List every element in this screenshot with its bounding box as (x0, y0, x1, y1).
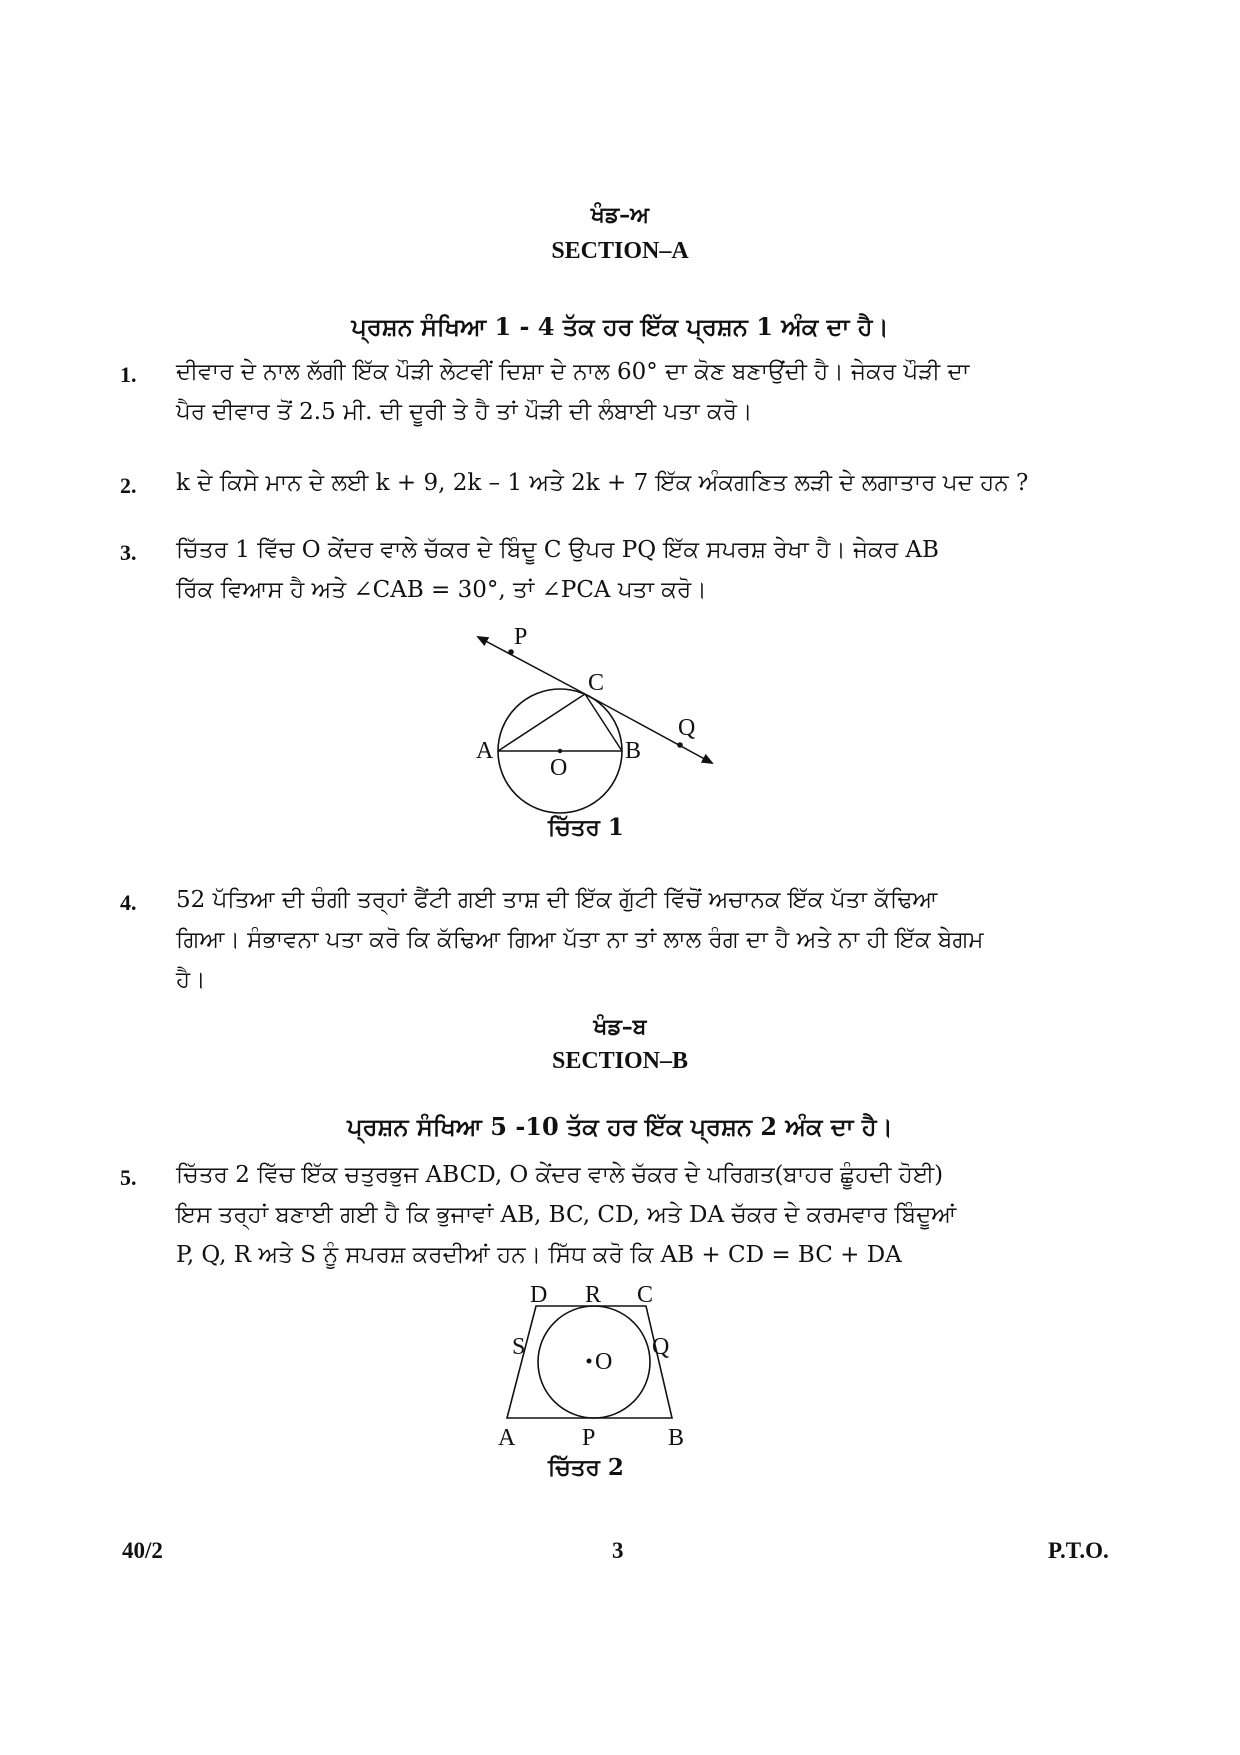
section-b-title-punjabi: ਖੰਡ–ਬ (593, 1014, 647, 1040)
figure-2-caption: ਚਿੱਤਰ 2 (548, 1454, 624, 1481)
figure-2-label-s: S (512, 1334, 526, 1360)
section-a-title-punjabi: ਖੰਡ–ਅ (590, 202, 650, 228)
figure-2-label-r: R (585, 1282, 602, 1308)
figure-1-label-c: C (588, 670, 605, 696)
figure-2-label-p: P (582, 1425, 596, 1451)
question-4-line-1: 52 ਪੱਤਿਆ ਦੀ ਚੰਗੀ ਤਰ੍ਹਾਂ ਫੈਂਟੀ ਗਈ ਤਾਸ਼ ਦੀ ਇੱਕ ਗੁੱਟੀ ਵਿੱਚੋਂ ਅਚਾਨਕ ਇੱਕ ਪੱਤਾ ਕੱਢਿਆ (176, 887, 938, 913)
figure-1-chord-cb (585, 694, 622, 751)
figure-1-label-p: P (514, 624, 528, 650)
question-3-line-1: ਚਿੱਤਰ 1 ਵਿੱਚ O ਕੇਂਦਰ ਵਾਲੇ ਚੱਕਰ ਦੇ ਬਿੰਦੂ C ਉਪਰ PQ ਇੱਕ ਸਪਰਸ਼ ਰੇਖਾ ਹੈ। ਜੇਕਰ AB (176, 537, 939, 563)
figure-1-caption: ਚਿੱਤਰ 1 (548, 814, 624, 841)
figure-1-label-o: O (550, 755, 568, 781)
question-5-line-3: P, Q, R ਅਤੇ S ਨੂੰ ਸਪਰਸ਼ ਕਰਦੀਆਂ ਹਨ। ਸਿੱਧ ਕਰੋ ਕਿ AB + CD = BC + DA (176, 1242, 902, 1268)
question-3-text (176, 530, 1076, 610)
paper-code: 40/2 (122, 1538, 163, 1563)
question-3-line-2: ਰਿੱਕ ਵਿਆਸ ਹੈ ਅਤੇ ∠CAB = 30°, ਤਾਂ ∠PCA ਪਤਾ ਕਰੋ। (176, 577, 707, 603)
question-1-line-1: ਦੀਵਾਰ ਦੇ ਨਾਲ ਲੱਗੀ ਇੱਕ ਪੌੜੀ ਲੇਟਵੀਂ ਦਿਸ਼ਾ ਦੇ ਨਾਲ 60° ਦਾ ਕੋਣ ਬਣਾਉਂਦੀ ਹੈ। ਜੇਕਰ ਪੌੜੀ ਦਾ (176, 359, 970, 385)
figure-1-chord-ac (498, 694, 585, 751)
question-5-line-2: ਇਸ ਤਰ੍ਹਾਂ ਬਣਾਈ ਗਈ ਹੈ ਕਿ ਭੁਜਾਵਾਂ AB, BC, CD, ਅਤੇ DA ਚੱਕਰ ਦੇ ਕਰਮਵਾਰ ਬਿੰਦੂਆਂ (176, 1202, 957, 1228)
figure-1-label-q: Q (678, 715, 696, 741)
please-turn-over: P.T.O. (1048, 1538, 1109, 1563)
figure-2-label-o: O (595, 1349, 613, 1375)
figure-2-label-c: C (637, 1282, 654, 1308)
figure-1-point-q (677, 742, 683, 748)
section-a-title-english: SECTION–A (551, 238, 689, 264)
section-b-instruction: ਪ੍ਰਸ਼ਨ ਸੰਖਿਆ 5 -10 ਤੱਕ ਹਰ ਇੱਕ ਪ੍ਰਸ਼ਨ 2 ਅੰਕ ਦਾ ਹੈ। (347, 1112, 893, 1141)
figure-1-label-a: A (476, 738, 494, 764)
figure-1-point-p (508, 649, 514, 655)
figure-1-tangent-arrow-p (478, 637, 585, 694)
question-number-2: 2. (120, 473, 137, 498)
question-1-line-2: ਪੈਰ ਦੀਵਾਰ ਤੋਂ 2.5 ਮੀ. ਦੀ ਦੂਰੀ ਤੇ ਹੈ ਤਾਂ ਪੌੜੀ ਦੀ ਲੰਬਾਈ ਪਤਾ ਕਰੋ। (176, 399, 753, 425)
question-1-text (176, 352, 1076, 432)
question-2-line-1: k ਦੇ ਕਿਸੇ ਮਾਨ ਦੇ ਲਈ k + 9, 2k – 1 ਅਤੇ 2k + 7 ਇੱਕ ਅੰਕਗਣਿਤ ਲੜੀ ਦੇ ਲਗਾਤਾਰ ਪਦ ਹਨ ? (176, 470, 1029, 496)
figure-2-label-d: D (530, 1282, 548, 1308)
page-number: 3 (612, 1538, 624, 1563)
question-2-text (176, 463, 1076, 503)
figure-1-center-o (558, 749, 562, 753)
question-number-4: 4. (120, 890, 137, 915)
question-5-text (176, 1155, 1076, 1275)
figure-2-label-b: B (668, 1425, 685, 1451)
question-4-line-3: ਹੈ। (176, 967, 206, 993)
figure-1-diagram (460, 618, 730, 818)
question-number-3: 3. (120, 540, 137, 565)
figure-1-label-b: B (625, 738, 642, 764)
question-4-line-2: ਗਿਆ। ਸੰਭਾਵਨਾ ਪਤਾ ਕਰੋ ਕਿ ਕੱਢਿਆ ਗਿਆ ਪੱਤਾ ਨਾ ਤਾਂ ਲਾਲ ਰੰਗ ਦਾ ਹੈ ਅਤੇ ਨਾ ਹੀ ਇੱਕ ਬੇਗਮ (176, 927, 984, 953)
question-4-text (176, 880, 1076, 1000)
question-number-1: 1. (120, 362, 137, 387)
section-b-title-english: SECTION–B (551, 1048, 689, 1074)
figure-2-inscribed-circle (538, 1306, 650, 1418)
section-a-instruction: ਪ੍ਰਸ਼ਨ ਸੰਖਿਆ 1 - 4 ਤੱਕ ਹਰ ਇੱਕ ਪ੍ਰਸ਼ਨ 1 ਅੰਕ ਦਾ ਹੈ। (351, 312, 889, 341)
figure-2-center-o (587, 1359, 592, 1364)
figure-2-label-a: A (498, 1425, 516, 1451)
figure-2-diagram (490, 1272, 710, 1452)
figure-2-label-q: Q (652, 1334, 670, 1360)
question-5-line-1: ਚਿੱਤਰ 2 ਵਿੱਚ ਇੱਕ ਚਤੁਰਭੁਜ ABCD, O ਕੇਂਦਰ ਵਾਲੇ ਚੱਕਰ ਦੇ ਪਰਿਗਤ(ਬਾਹਰ ਛੂੰਹਦੀ ਹੋਈ) (176, 1162, 944, 1188)
question-number-5: 5. (120, 1165, 137, 1190)
